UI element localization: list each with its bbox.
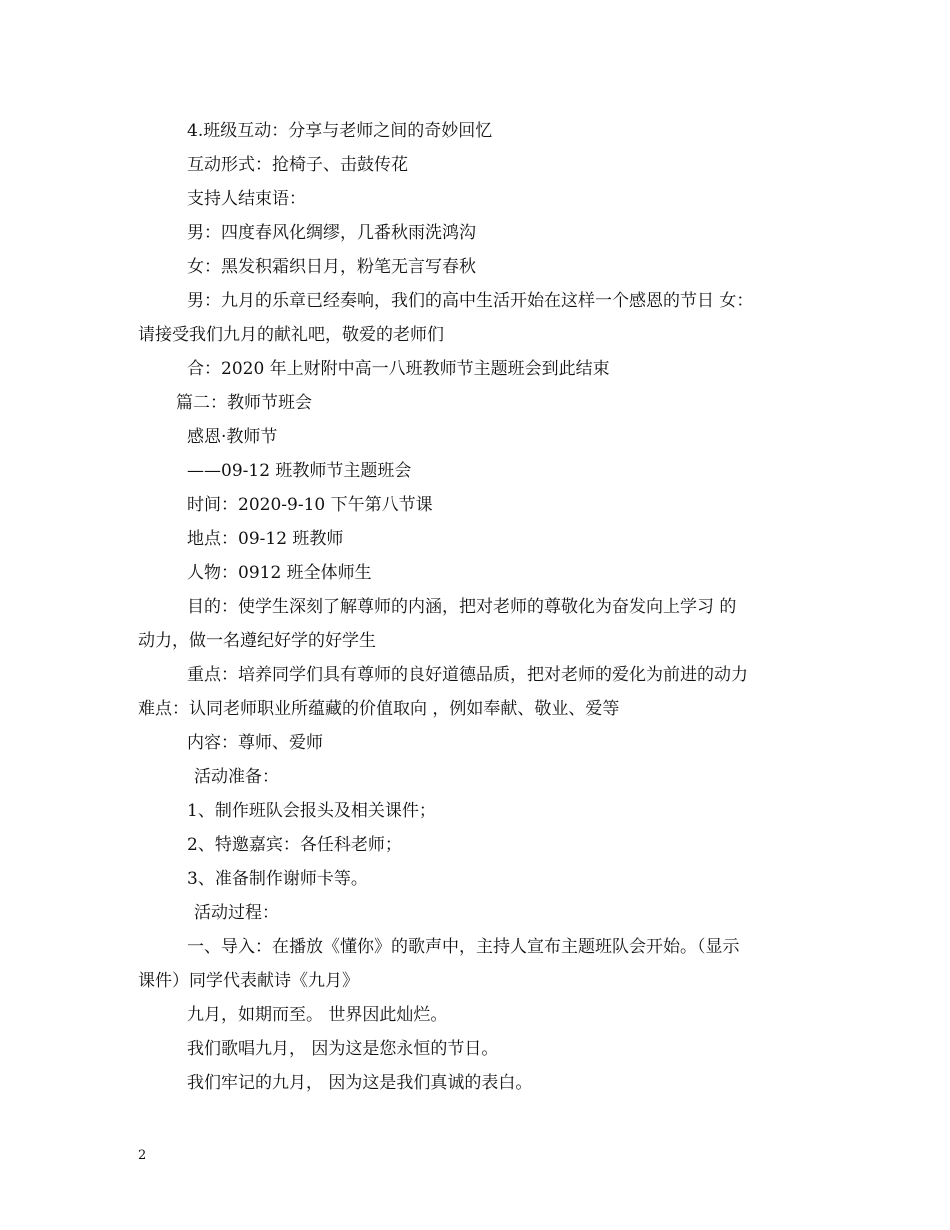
- section-heading: 篇二：教师节班会: [176, 393, 312, 413]
- text-line: 重点：培养同学们具有尊师的良好道德品质，把对老师的爱化为前进的动力: [187, 665, 748, 685]
- text-line: 女：黑发积霜织日月，粉笔无言写春秋: [187, 257, 476, 277]
- text-line: 男：九月的乐章已经奏响，我们的高中生活开始在这样一个感恩的节日 女：: [187, 291, 754, 311]
- text-line: 内容：尊师、爱师: [187, 733, 323, 753]
- text-line: 我们牢记的九月， 因为这是我们真诚的表白。: [187, 1073, 533, 1093]
- text-line: 九月，如期而至。 世界因此灿烂。: [187, 1005, 448, 1025]
- text-line: 动力，做一名遵纪好学的好学生: [138, 631, 376, 651]
- text-line: 时间：2020-9-10 下午第八节课: [187, 495, 433, 515]
- page-number: 2: [138, 1148, 147, 1163]
- text-line: 1、制作班队会报头及相关课件；: [187, 801, 436, 821]
- text-line: 合：2020 年上财附中高一八班教师节主题班会到此结束: [187, 359, 610, 379]
- text-line: 4.班级互动：分享与老师之间的奇妙回忆: [187, 121, 493, 141]
- text-line: 活动准备：: [194, 767, 279, 787]
- text-line: 课件）同学代表献诗《九月》: [138, 971, 359, 991]
- text-line: 请接受我们九月的献礼吧，敬爱的老师们: [138, 325, 444, 345]
- text-line: 我们歌唱九月， 因为这是您永恒的节日。: [187, 1039, 499, 1059]
- text-line: ——09-12 班教师节主题班会: [187, 461, 412, 481]
- text-line: 一、导入：在播放《懂你》的歌声中，主持人宣布主题班队会开始。（显示: [187, 937, 740, 957]
- text-line: 男：四度春风化绸缪，几番秋雨洗鸿沟: [187, 223, 476, 243]
- text-line: 感恩·教师节: [187, 427, 278, 447]
- text-line: 支持人结束语：: [187, 189, 306, 209]
- text-line: 人物：0912 班全体师生: [187, 563, 372, 583]
- text-line: 互动形式：抢椅子、击鼓传花: [187, 155, 408, 175]
- text-line: 地点：09-12 班教师: [187, 529, 344, 549]
- text-line: 3、准备制作谢师卡等。: [187, 869, 368, 889]
- text-line: 难点：认同老师职业所蕴藏的价值取向 ，例如奉献、敬业、爱等: [138, 699, 620, 719]
- text-line: 活动过程：: [194, 903, 279, 923]
- text-line: 2、特邀嘉宾：各任科老师；: [187, 835, 402, 855]
- text-line: 目的：使学生深刻了解尊师的内涵，把对老师的尊敬化为奋发向上学习 的: [187, 597, 737, 617]
